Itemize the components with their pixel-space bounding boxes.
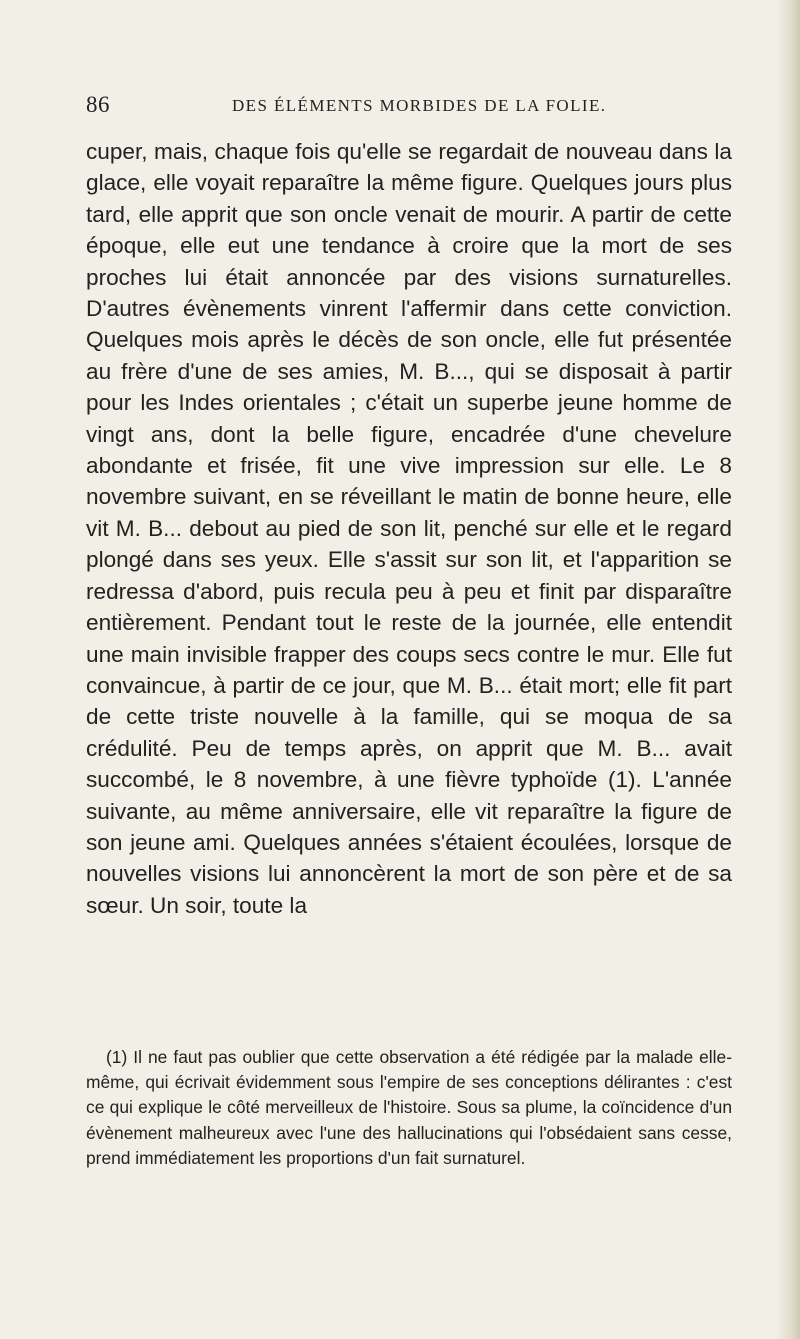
footnote bbox=[86, 1045, 732, 1171]
body-text bbox=[86, 136, 732, 921]
body-paragraph: cuper, mais, chaque fois qu'elle se regardait de nouveau dans la glace, elle voyait reparaître la même figure. Quelques jours plus tard, elle apprit que son oncle venait de mourir. A partir de cette époque, elle eut une tendance à croire que la mort de ses proches lui était annoncée par des visions surnaturelles. D'autres évènements vinrent l'affermir dans cette conviction. Quelques mois après le décès de son oncle, elle fut présentée au frère d'une de ses amies, M. B..., qui se disposait à partir pour les Indes orientales ; c'était un superbe jeune homme de vingt ans, dont la belle figure, encadrée d'une chevelure abondante et frisée, fit une vive impression sur elle. Le 8 novembre suivant, en se réveillant le matin de bonne heure, elle vit M. B... debout au pied de son lit, penché sur elle et le regard plongé dans ses yeux. Elle s'assit sur son lit, et l'apparition se redressa d'abord, puis recula peu à peu et finit par disparaître entièrement. Pendant tout le reste de la journée, elle entendit une main invisible frapper des coups secs contre le mur. Elle fut convaincue, à partir de ce jour, que M. B... était mort; elle fit part de cette triste nouvelle à la famille, qui se moqua de sa crédulité. Peu de temps après, on apprit que M. B... avait succombé, le 8 novembre, à une fièvre typhoïde (1). L'année suivante, au même anniversaire, elle vit reparaître la figure de son jeune ami. Quelques années s'étaient écoulées, lorsque de nouvelles visions lui annoncèrent la mort de son père et de sa sœur. Un soir, toute la bbox=[86, 139, 732, 918]
footnote-text: (1) Il ne faut pas oublier que cette observation a été rédigée par la malade elle-même, qui écrivait évidemment sous l'empire de ses conceptions délirantes : c'est ce qui explique le côté merveilleux de l'histoire. Sous sa plume, la coïncidence d'un évènement malheureux avec l'une des hallucinations qui l'obsédaient sans cesse, prend immédiatement les proportions d'un fait surnaturel. bbox=[86, 1047, 732, 1168]
page-header bbox=[86, 92, 736, 122]
running-title: DES ÉLÉMENTS MORBIDES DE LA FOLIE. bbox=[232, 96, 607, 115]
page-number: 86 bbox=[86, 92, 110, 117]
page-edge-shadow bbox=[778, 0, 800, 1339]
